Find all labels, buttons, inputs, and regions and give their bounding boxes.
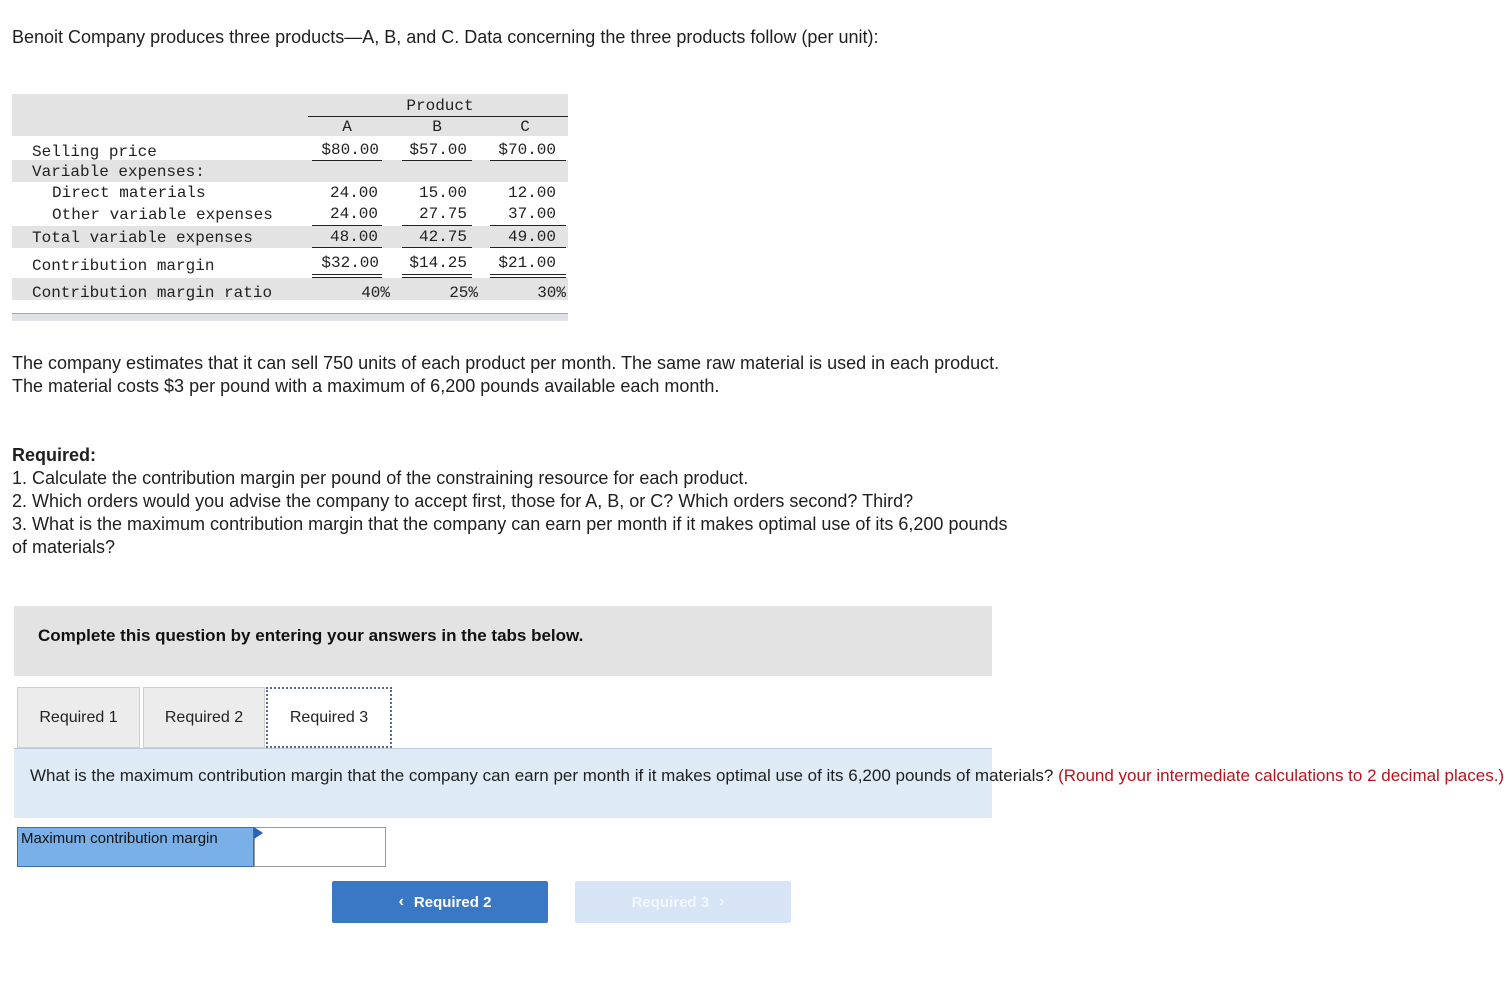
cell-cm-ratio-b: 25% [449,284,478,302]
chevron-left-icon: ‹ [398,893,404,910]
required-item-1: 1. Calculate the contribution margin per pound of the constraining resource for each product. [12,468,749,488]
prev-button-label: Required 2 [413,893,492,911]
question-panel [14,748,1504,818]
required-item-2: 2. Which orders would you advise the company to accept first, those for A, B, or C? Which orders second? Third? [12,491,914,511]
row-label-total-variable-expenses: Total variable expenses [32,229,253,247]
cell-total-variable-c: 49.00 [507,228,556,246]
instruction-banner [14,606,992,676]
required-item-3: 3. What is the maximum contribution margin that the company can earn per month if it makes optimal use of its 6,200 pounds of materials? [12,514,1008,557]
cell-selling-price-b: $57.00 [409,141,467,159]
next-button-label: Required 3 [631,893,710,911]
row-label-selling-price: Selling price [32,143,157,161]
product-group-header: Product [406,97,474,115]
estimate-paragraph: The company estimates that it can sell 750 units of each product per month. The same raw material is used in each product. The material costs $3 per pound with a maximum of 6,200 pounds available each month. [12,353,1000,396]
column-header-c: C [520,118,530,136]
cell-other-variable-c: 37.00 [507,205,556,223]
row-label-variable-expenses: Variable expenses: [32,163,205,181]
cell-selling-price-a: $80.00 [321,141,379,159]
cell-contribution-margin-a: $32.00 [321,254,379,272]
column-header-b: B [432,118,442,136]
required-list [12,444,1012,559]
cell-total-variable-a: 48.00 [329,228,378,246]
problem-intro: Benoit Company produces three products—A, B, and C. Data concerning the three products follow (per unit): [12,27,879,47]
cell-other-variable-a: 24.00 [329,205,378,223]
cell-contribution-margin-b: $14.25 [409,254,467,272]
prev-required-2-button[interactable] [332,881,548,923]
cell-cm-ratio-c: 30% [537,284,566,302]
row-label-direct-materials: Direct materials [52,184,206,202]
rounding-note: (Round your intermediate calculations to 2 decimal places.) [1058,766,1504,785]
cell-cm-ratio-a: 40% [361,284,390,302]
row-label-other-variable-expenses: Other variable expenses [52,206,273,224]
answer-label: Maximum contribution margin [17,827,254,867]
table-scrollbar[interactable] [12,313,568,321]
cell-direct-materials-a: 24.00 [329,184,378,202]
cell-selling-price-c: $70.00 [498,141,556,159]
cell-direct-materials-c: 12.00 [507,184,556,202]
maximum-contribution-margin-input[interactable] [254,827,386,867]
question-text: What is the maximum contribution margin that the company can earn per month if it makes optimal use of its 6,200 pounds of materials? [30,766,1054,785]
cell-direct-materials-b: 15.00 [418,184,467,202]
instruction-text: Complete this question by entering your answers in the tabs below. [38,626,584,645]
row-label-contribution-margin: Contribution margin [32,257,215,275]
cell-total-variable-b: 42.75 [418,228,467,246]
tab-required-3[interactable]: Required 3 [266,687,392,748]
product-data-table [12,94,568,320]
row-label-contribution-margin-ratio: Contribution margin ratio [32,284,273,302]
tab-required-2[interactable]: Required 2 [143,687,265,748]
cell-contribution-margin-c: $21.00 [498,254,556,272]
chevron-right-icon: › [719,893,725,910]
required-title: Required: [12,445,97,465]
column-header-a: A [342,118,352,136]
tab-required-1[interactable]: Required 1 [17,687,140,748]
cell-other-variable-b: 27.75 [418,205,467,223]
next-required-3-button[interactable] [575,881,791,923]
input-indicator-icon [254,827,263,839]
